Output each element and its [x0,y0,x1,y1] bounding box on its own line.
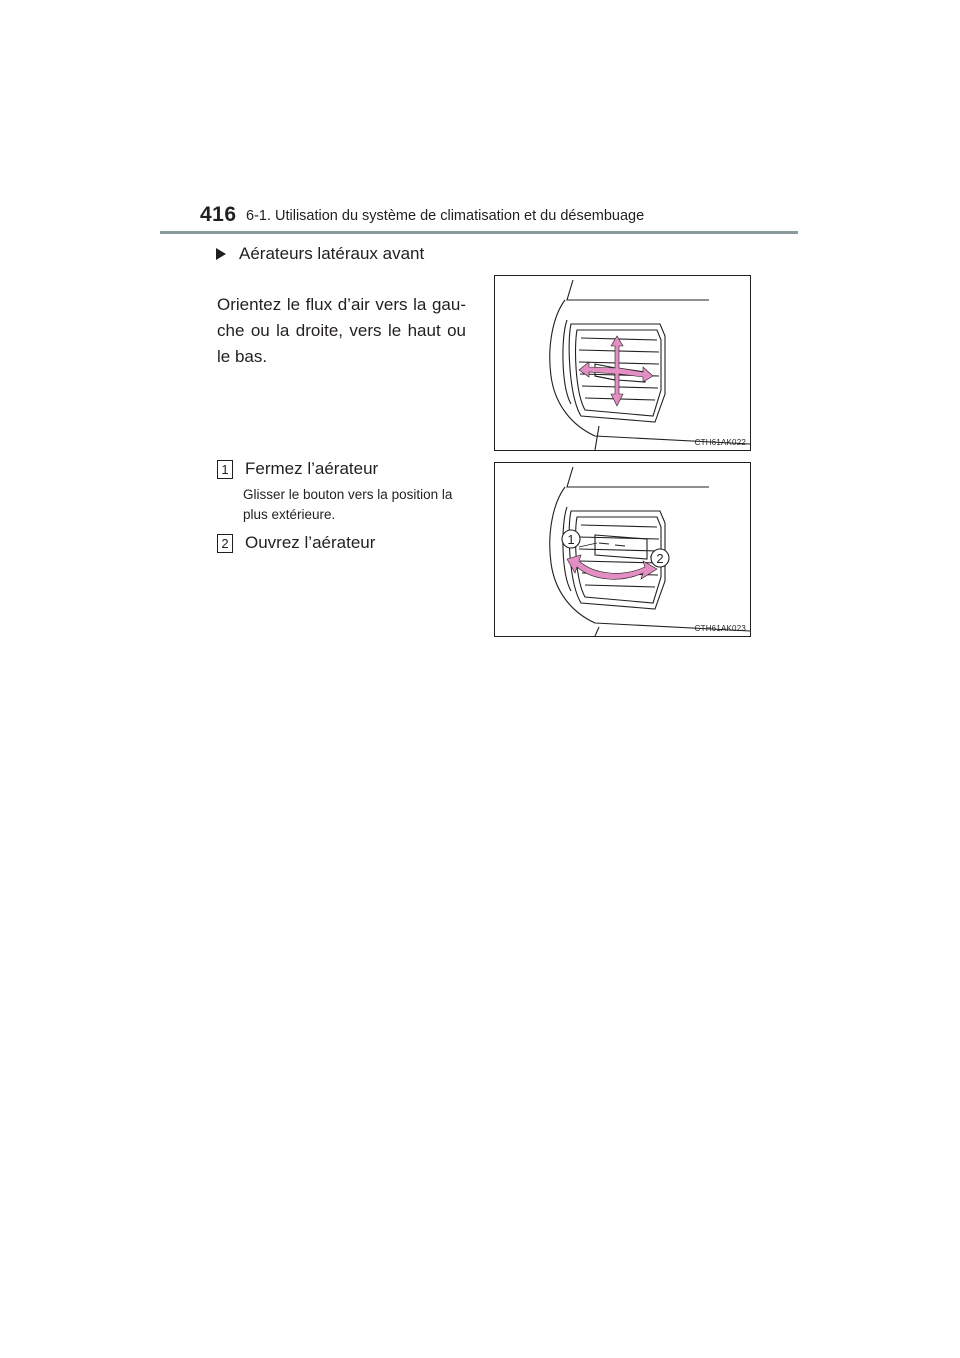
section-title: 6-1. Utilisation du système de climatisation et du désembuage [246,208,645,224]
figure-code: CTH61AK022 [694,438,746,447]
vent-slider-illustration [495,463,750,636]
step-1-label: Fermez l’aérateur [245,459,379,478]
triangle-bullet-icon [216,248,226,260]
vent-direction-illustration [495,276,750,450]
callout-1: 1 [567,532,575,547]
page-number: 416 [200,203,237,226]
step-2 [217,533,375,553]
step-number-2: 2 [217,534,233,553]
step-number-1: 1 [217,460,233,479]
subheading [216,244,424,264]
figure-vent-direction [494,275,751,451]
instruction-paragraph: Orientez le flux d’air vers la gau-che ou la droite, vers le haut ou le bas. [217,295,466,366]
figure-vent-slider [494,462,751,637]
figure-code: CTH61AK023 [694,624,746,633]
step-1 [217,459,378,479]
callout-2: 2 [656,551,664,566]
step-2-label: Ouvrez l’aérateur [245,533,376,552]
step-1-note: Glisser le bouton vers la position la plus extérieure. [243,487,453,522]
header-rule [160,231,798,234]
subheading-text: Aérateurs latéraux avant [239,244,425,263]
